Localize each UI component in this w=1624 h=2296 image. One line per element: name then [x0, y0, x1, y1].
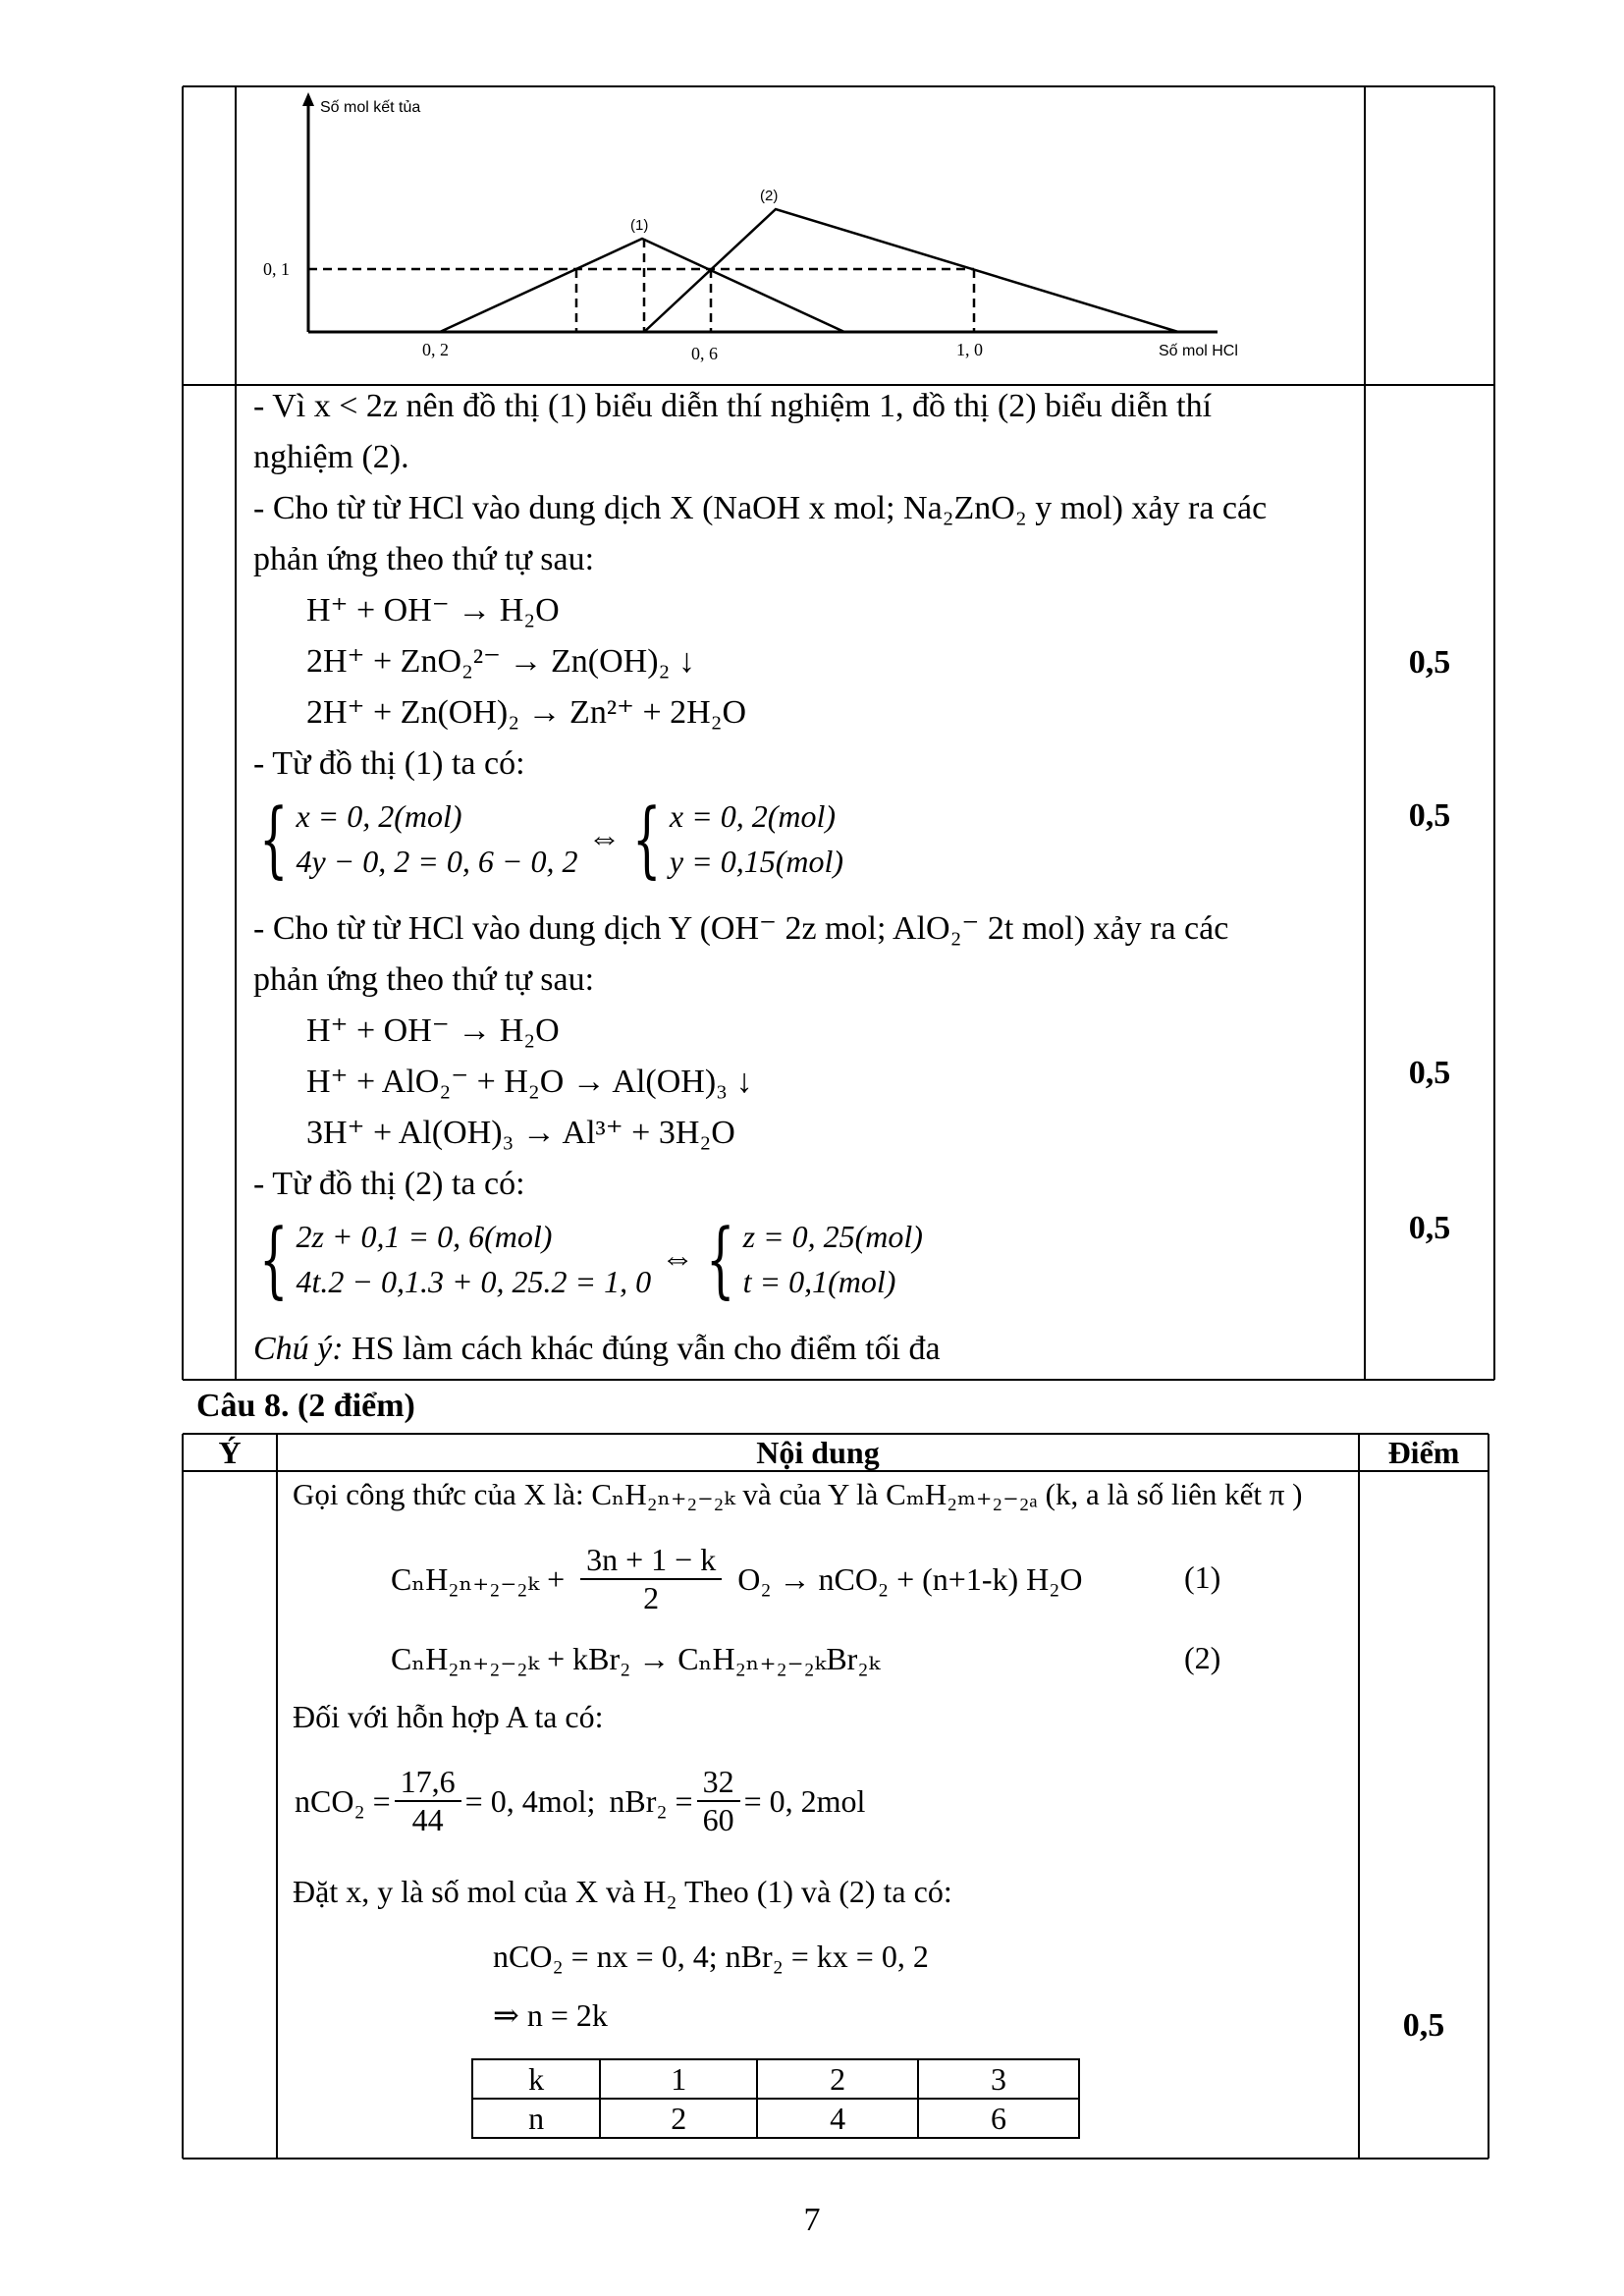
y-tick-0-1: 0, 1 [263, 259, 290, 279]
q8-line4: nCO₂ = nx = 0, 4; nBr₂ = kx = 0, 2 [493, 1939, 929, 1974]
sys2-row2: 4t.2 − 0,1.3 + 0, 25.2 = 1, 0 [296, 1264, 652, 1299]
score-q7-1: 0,5 [1408, 644, 1451, 681]
question8-title: Câu 8. (2 điểm) [196, 1388, 415, 1424]
score-q7-2: 0,5 [1408, 797, 1451, 834]
q7-line5: - Từ đồ thị (1) ta có: [253, 745, 525, 782]
nbr2-num: 32 [697, 1764, 740, 1802]
x-tick-1-0: 1, 0 [956, 340, 983, 359]
q8-line5: ⇒ n = 2k [493, 1997, 608, 2033]
left-brace: { [259, 1211, 289, 1307]
note-text: HS làm cách khác đúng vẫn cho điểm tối đa [343, 1331, 941, 1367]
table-cell: 1 [600, 2059, 757, 2099]
q8-line3: Đặt x, y là số mol của X và H₂ Theo (1) và (2) ta có: [293, 1874, 952, 1909]
q7-eq3: 2H⁺ + Zn(OH)₂ → Zn²⁺ + 2H₂O [306, 694, 747, 731]
left-brace: { [706, 1211, 735, 1307]
q7-line3: - Cho từ từ HCl vào dung dịch X (NaOH x mol; Na₂ZnO₂ y mol) xảy ra các [253, 490, 1268, 526]
nbr2-label: nBr₂ = [609, 1782, 693, 1819]
q7-eq2: 2H⁺ + ZnO₂²⁻ → Zn(OH)₂ ↓ [306, 643, 695, 680]
nco2-fraction [395, 1764, 461, 1838]
sys1-equiv: ⇔ [587, 820, 622, 856]
table-cell: k [472, 2059, 600, 2099]
r1-tag: (1) [1184, 1559, 1221, 1595]
y-axis-label: Số mol kết tủa [320, 99, 421, 116]
nco2-label: nCO₂ = [295, 1782, 391, 1819]
sys2-res2: t = 0,1(mol) [742, 1264, 896, 1299]
r1-den: 2 [643, 1580, 660, 1615]
q8-moles [295, 1754, 865, 1848]
table-row [472, 2099, 1079, 2138]
r2-tag: (2) [1184, 1640, 1221, 1675]
q8-reaction-1 [391, 1532, 1083, 1626]
q7-line4: phản ứng theo thứ tự sau: [253, 541, 595, 577]
sys1-res2: y = 0,15(mol) [669, 844, 843, 879]
q7-eq4: H⁺ + OH⁻ → H₂O [306, 1012, 560, 1049]
table-cell: 6 [918, 2099, 1079, 2138]
score-q7-3: 0,5 [1408, 1055, 1451, 1091]
q7-line1: - Vì x < 2z nên đồ thị (1) biểu diễn thí nghiệm 1, đồ thị (2) biểu diễn thí [253, 388, 1213, 424]
peak-label-2: (2) [760, 188, 779, 204]
q7-line7: phản ứng theo thứ tự sau: [253, 961, 595, 998]
left-brace: { [259, 791, 289, 887]
table-cell: n [472, 2099, 600, 2138]
r1-right: O₂ → nCO₂ + (n+1-k) H₂O [737, 1560, 1083, 1597]
score-q8: 0,5 [1402, 2007, 1445, 2044]
table-cell: 2 [757, 2059, 918, 2099]
page-number: 7 [803, 2202, 821, 2238]
r1-left: CₙH₂ₙ₊₂₋₂ₖ + [391, 1561, 566, 1597]
q8-line1: Gọi công thức của X là: CₙH₂ₙ₊₂₋₂ₖ và của Y là CₘH₂ₘ₊₂₋₂ₐ (k, a là số liên kết π ) [293, 1477, 1303, 1511]
x-tick-0-6: 0, 6 [691, 344, 718, 363]
q7-eq1: H⁺ + OH⁻ → H₂O [306, 592, 560, 629]
sys1-row1: x = 0, 2(mol) [296, 798, 462, 834]
k-n-table [471, 2058, 1080, 2139]
peak-label-1: (1) [630, 217, 649, 234]
table-row [472, 2059, 1079, 2099]
header-content: Nội dung [756, 1435, 880, 1470]
sys2-row1: 2z + 0,1 = 0, 6(mol) [296, 1219, 553, 1254]
nbr2-res: = 0, 2mol [743, 1782, 866, 1819]
sys1-row2: 4y − 0, 2 = 0, 6 − 0, 2 [296, 844, 578, 879]
table-cell: 2 [600, 2099, 757, 2138]
q8-reaction-2: CₙH₂ₙ₊₂₋₂ₖ + kBr₂ → CₙH₂ₙ₊₂₋₂ₖBr₂ₖ [391, 1641, 881, 1676]
r1-num: 3n + 1 − k [580, 1542, 722, 1580]
sys1-res1: x = 0, 2(mol) [669, 798, 836, 834]
header-y: Ý [218, 1435, 242, 1470]
nco2-res: = 0, 4mol; [464, 1782, 596, 1819]
left-brace: { [632, 791, 662, 887]
table-cell: 3 [918, 2059, 1079, 2099]
nbr2-fraction [697, 1764, 740, 1838]
r1-fraction [580, 1542, 722, 1616]
nco2-den: 44 [411, 1802, 444, 1837]
q7-line6: - Cho từ từ HCl vào dung dịch Y (OH⁻ 2z mol; AlO₂⁻ 2t mol) xảy ra các [253, 910, 1229, 947]
q7-line8: - Từ đồ thị (2) ta có: [253, 1166, 525, 1202]
header-score: Điểm [1387, 1435, 1460, 1470]
q8-line2: Đối với hỗn hợp A ta có: [293, 1699, 604, 1734]
q7-line2: nghiệm (2). [253, 439, 409, 475]
sys2-res1: z = 0, 25(mol) [742, 1219, 923, 1254]
sys2-equiv: ⇔ [661, 1240, 695, 1277]
note-label: Chú ý: [253, 1331, 344, 1367]
q7-eq5: H⁺ + AlO₂⁻ + H₂O → Al(OH)₃ ↓ [306, 1064, 753, 1100]
table-cell: 4 [757, 2099, 918, 2138]
x-tick-0-2: 0, 2 [422, 340, 449, 359]
score-q7-4: 0,5 [1408, 1210, 1451, 1246]
nco2-num: 17,6 [395, 1764, 461, 1802]
x-axis-label: Số mol HCl [1159, 343, 1238, 359]
q7-eq6: 3H⁺ + Al(OH)₃ → Al³⁺ + 3H₂O [306, 1115, 735, 1151]
nbr2-den: 60 [702, 1802, 734, 1837]
